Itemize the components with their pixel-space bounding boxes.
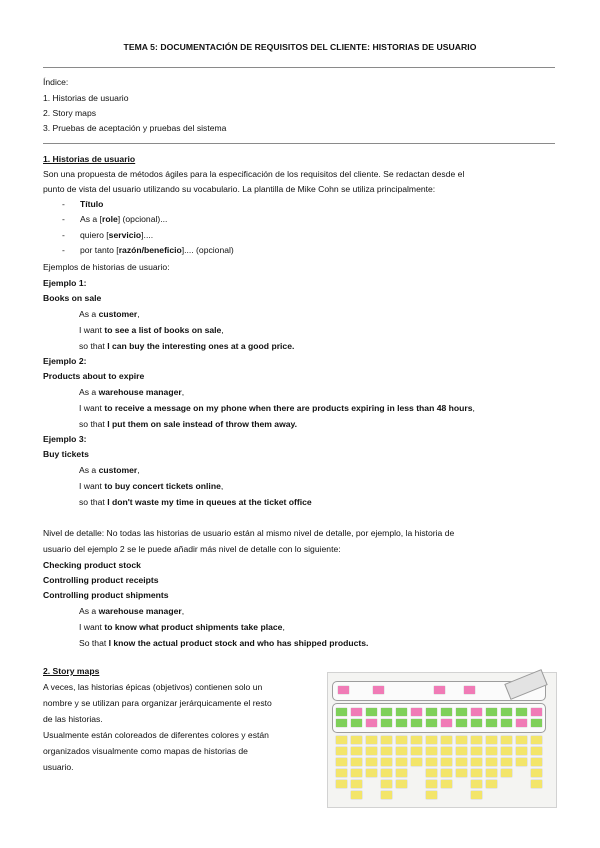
paragraph-line: organizados visualmente como mapas de historias de <box>43 746 248 756</box>
sticky-note <box>456 758 467 766</box>
sticky-note <box>411 736 422 744</box>
story-line: I want to receive a message on my phone when there are products expiring in less than 48 hours, <box>79 403 475 413</box>
sticky-note <box>471 747 482 755</box>
sticky-note <box>486 719 497 727</box>
sticky-note <box>471 769 482 777</box>
story-line: As a warehouse manager, <box>79 606 185 616</box>
sticky-note <box>531 719 542 727</box>
sticky-note <box>531 758 542 766</box>
sticky-note <box>516 719 527 727</box>
sticky-note <box>531 736 542 744</box>
examples-intro: Ejemplos de historias de usuario: <box>43 262 170 272</box>
sticky-note <box>426 791 437 799</box>
story-line: As a customer, <box>79 309 140 319</box>
sticky-note <box>531 708 542 716</box>
sticky-note <box>486 758 497 766</box>
sticky-note <box>434 686 445 694</box>
sticky-note <box>456 708 467 716</box>
sticky-note <box>516 708 527 716</box>
paragraph-line: Usualmente están coloreados de diferentes colores y están <box>43 730 269 740</box>
index-item-1: 1. Historias de usuario <box>43 93 129 103</box>
sticky-note <box>486 747 497 755</box>
story-line: so that I can buy the interesting ones at a good price. <box>79 341 295 351</box>
sticky-note <box>441 769 452 777</box>
sticky-note <box>501 769 512 777</box>
example-label: Ejemplo 2: <box>43 356 87 366</box>
detail-title: Checking product stock <box>43 560 141 570</box>
sticky-note <box>456 747 467 755</box>
sticky-note <box>336 736 347 744</box>
sticky-note <box>471 780 482 788</box>
paragraph-line: usuario del ejemplo 2 se le puede añadir más nivel de detalle con lo siguiente: <box>43 544 341 554</box>
sticky-note <box>426 769 437 777</box>
example-label: Ejemplo 1: <box>43 278 87 288</box>
paragraph-line: Son una propuesta de métodos ágiles para la especificación de los requisitos del cliente. Se redactan desde el <box>43 169 465 179</box>
sticky-note <box>336 708 347 716</box>
sticky-note <box>381 708 392 716</box>
sticky-note <box>441 747 452 755</box>
sticky-note <box>411 719 422 727</box>
sticky-note <box>426 758 437 766</box>
sticky-note <box>336 780 347 788</box>
sticky-note <box>531 747 542 755</box>
sticky-note <box>381 719 392 727</box>
sticky-note <box>396 719 407 727</box>
detail-title: Controlling product shipments <box>43 590 169 600</box>
story-line: I want to see a list of books on sale, <box>79 325 224 335</box>
sticky-note <box>366 719 377 727</box>
sticky-note <box>501 758 512 766</box>
sticky-note <box>426 736 437 744</box>
sticky-note <box>366 758 377 766</box>
paragraph-line: A veces, las historias épicas (objetivos) contienen solo un <box>43 682 263 692</box>
divider <box>43 143 555 144</box>
sticky-note <box>426 780 437 788</box>
sticky-note <box>351 747 362 755</box>
sticky-note <box>456 736 467 744</box>
sticky-note <box>381 791 392 799</box>
sticky-note <box>471 791 482 799</box>
sticky-note <box>486 769 497 777</box>
story-line: so that I put them on sale instead of throw them away. <box>79 419 298 429</box>
sticky-note <box>336 758 347 766</box>
sticky-note <box>456 769 467 777</box>
sticky-note <box>531 769 542 777</box>
sticky-note <box>338 686 349 694</box>
sticky-note <box>381 736 392 744</box>
sticky-note <box>351 708 362 716</box>
index-item-2: 2. Story maps <box>43 108 97 118</box>
index-item-3: 3. Pruebas de aceptación y pruebas del sistema <box>43 123 227 133</box>
sticky-note <box>516 758 527 766</box>
sticky-note <box>396 780 407 788</box>
sticky-note <box>396 769 407 777</box>
paragraph-line: usuario. <box>43 762 74 772</box>
divider <box>43 67 555 68</box>
paragraph-line: punto de vista del usuario utilizando su vocabulario. La plantilla de Mike Cohn se utiliza principalmente: <box>43 184 436 194</box>
story-line: I want to know what product shipments take place, <box>79 622 285 632</box>
sticky-note <box>426 708 437 716</box>
sticky-note <box>366 769 377 777</box>
story-line: so that I don't waste my time in queues at the ticket office <box>79 497 312 507</box>
story-line: So that I know the actual product stock and who has shipped products. <box>79 638 369 648</box>
sticky-note <box>471 736 482 744</box>
sticky-note <box>396 758 407 766</box>
story-map-image <box>327 672 557 808</box>
sticky-note <box>441 736 452 744</box>
sticky-note <box>501 747 512 755</box>
sticky-note <box>336 719 347 727</box>
sticky-note <box>426 719 437 727</box>
sticky-note <box>351 719 362 727</box>
sticky-note <box>396 747 407 755</box>
sticky-note <box>381 758 392 766</box>
sticky-note <box>486 736 497 744</box>
paragraph-line: Nivel de detalle: No todas las historias de usuario están al mismo nivel de detalle, por ejemplo, la historia de <box>43 528 455 538</box>
sticky-note <box>501 736 512 744</box>
sticky-note <box>501 708 512 716</box>
sticky-note <box>336 769 347 777</box>
sticky-note <box>441 719 452 727</box>
sticky-note <box>486 780 497 788</box>
sticky-note <box>411 708 422 716</box>
sticky-note <box>471 758 482 766</box>
sticky-note <box>441 758 452 766</box>
sticky-note <box>464 686 475 694</box>
sticky-note <box>441 780 452 788</box>
sticky-note <box>351 769 362 777</box>
sticky-note <box>516 736 527 744</box>
story-line: I want to buy concert tickets online, <box>79 481 224 491</box>
sticky-note <box>336 747 347 755</box>
sticky-note <box>366 747 377 755</box>
sticky-note <box>471 708 482 716</box>
sticky-note <box>366 736 377 744</box>
sticky-note <box>456 719 467 727</box>
sticky-note <box>366 708 377 716</box>
example-title: Buy tickets <box>43 449 89 459</box>
sticky-note <box>381 769 392 777</box>
detail-title: Controlling product receipts <box>43 575 159 585</box>
paragraph-line: de las historias. <box>43 714 103 724</box>
sticky-note <box>351 780 362 788</box>
sticky-note <box>411 758 422 766</box>
sticky-note <box>396 708 407 716</box>
sticky-note <box>531 780 542 788</box>
example-label: Ejemplo 3: <box>43 434 87 444</box>
sticky-note <box>471 719 482 727</box>
section-heading-historias: 1. Historias de usuario <box>43 154 136 164</box>
sticky-note <box>351 736 362 744</box>
story-line: As a warehouse manager, <box>79 387 185 397</box>
document-page: TEMA 5: DOCUMENTACIÓN DE REQUISITOS DEL CLIENTE: HISTORIAS DE USUARIO Índice: 1. Historias de usuario 2. Story maps 3. Pruebas de aceptación y pruebas del sistema 1. Historias de usuario Son una propuesta de métodos ágiles para la especificación de los requisitos del cliente. Se redactan desde el punto de vista del usuario utilizando su vocabulario. La plantilla de Mike Cohn se utiliza principalmente: - Título - As a [role] (opcional)... - quiero [servicio].... - por tanto [razón/beneficio].... (opcional) Ejemplos de historias de usuario: Ejemplo 1: Books on sale As a customer, I want to see a list of books on sale, so that I can buy the interesting ones at a good price. Ejemplo 2: Products about to expire As a warehouse manager, I want to receive a message on my phone when there are products expiring in less than 48 hours, so that I put them on sale instead of throw them away. Ejemplo 3: Buy tickets As a customer, I want to buy concert tickets online, so that I don't waste my time in queues at the ticket office Nivel de detalle: No todas las historias de usuario están al mismo nivel de detalle, por ejemplo, la historia de usuario del ejemplo 2 se le puede añadir más nivel de detalle con lo siguiente: Checking product stock Controlling product receipts Controlling product shipments As a warehouse manager, I want to know what product shipments take place, So that I know the actual product stock and who has shipped products. 2. Story maps A veces, las historias épicas (objetivos) contienen solo un nombre y se utilizan para organizar jerárquicamente el resto de las historias. Usualmente están coloreados de diferentes colores y están organizados visualmente como mapas de historias de usuario. <box>0 0 600 848</box>
sticky-note <box>441 708 452 716</box>
sticky-note <box>381 747 392 755</box>
sticky-note <box>351 791 362 799</box>
paragraph-line: nombre y se utilizan para organizar jerárquicamente el resto <box>43 698 272 708</box>
sticky-note <box>411 747 422 755</box>
index-label: Índice: <box>43 77 69 87</box>
section-heading-story-maps: 2. Story maps <box>43 666 100 676</box>
sticky-note <box>381 780 392 788</box>
sticky-note <box>396 736 407 744</box>
sticky-note <box>373 686 384 694</box>
map-backbone-band <box>332 703 546 733</box>
page-title: TEMA 5: DOCUMENTACIÓN DE REQUISITOS DEL CLIENTE: HISTORIAS DE USUARIO <box>123 42 477 52</box>
example-title: Products about to expire <box>43 371 145 381</box>
sticky-note <box>516 747 527 755</box>
sticky-note <box>486 708 497 716</box>
story-line: As a customer, <box>79 465 140 475</box>
example-title: Books on sale <box>43 293 102 303</box>
sticky-note <box>351 758 362 766</box>
sticky-note <box>501 719 512 727</box>
sticky-note <box>426 747 437 755</box>
